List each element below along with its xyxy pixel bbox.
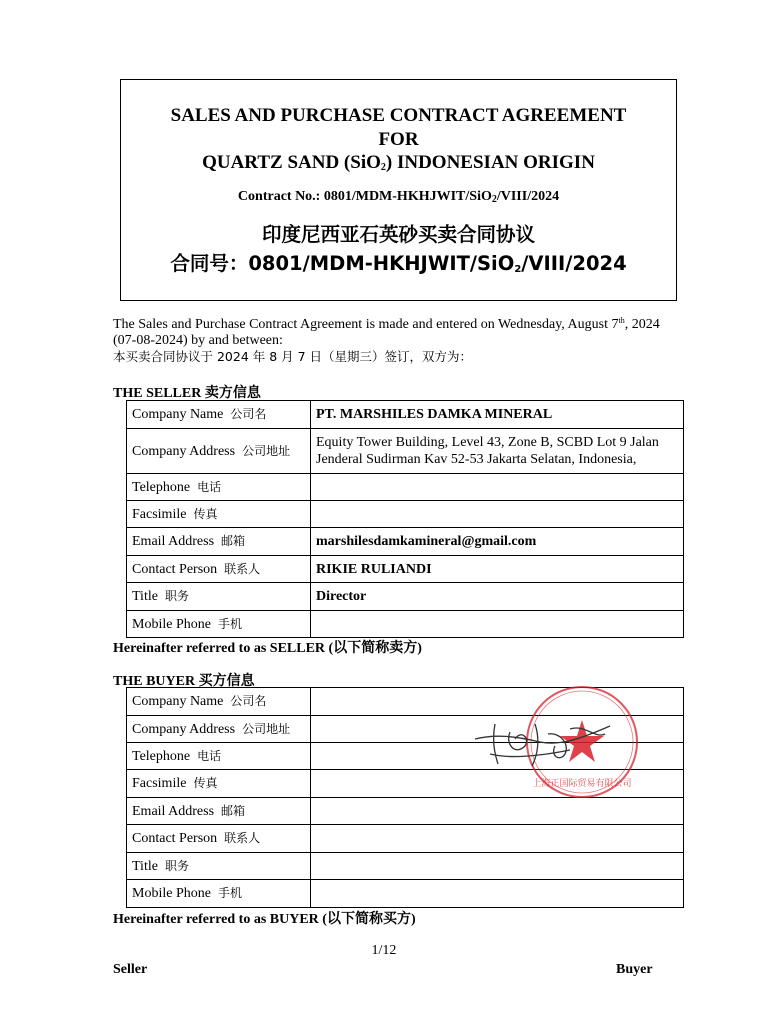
table-row: [127, 880, 684, 908]
footer-buyer-label: Buyer: [616, 962, 653, 977]
field-label: [127, 716, 311, 743]
table-row: [127, 528, 684, 556]
field-label-en: Company Name: [132, 694, 224, 709]
table-row: [127, 556, 684, 583]
contract-number-cn: 合同号：0801/MDM-HKHJWIT/SiO$_2$/VIII/2024: [170, 251, 627, 275]
field-value: [311, 474, 684, 501]
field-label: [127, 798, 311, 825]
field-label: [127, 501, 311, 528]
field-value: [311, 501, 684, 528]
field-label-cn: 职务: [164, 589, 189, 603]
field-label: [127, 474, 311, 501]
seller-table: [126, 400, 684, 638]
table-row: [127, 583, 684, 611]
field-label-cn: 传真: [193, 776, 218, 790]
field-label-cn: 联系人: [224, 831, 261, 845]
field-label-cn: 职务: [164, 858, 189, 873]
contract-subject: QUARTZ SAND (SiO$_2$) INDONESIAN ORIGIN: [202, 152, 595, 173]
contract-number: Contract No.: 0801/MDM-HKHJWIT/SiO$_2$/VIII/2024: [237, 188, 560, 205]
field-label-en: Email Address: [132, 803, 215, 819]
field-value: Director: [311, 583, 684, 611]
table-row: [127, 611, 684, 638]
field-label-en: Company Name: [132, 407, 224, 422]
field-label-en: Company Address: [132, 443, 236, 459]
table-row: [127, 853, 684, 880]
intro-text-cn: 本买卖合同协议于 2024 年 8 月 7 日（星期三）签订，双方为：: [113, 349, 473, 364]
table-row: [127, 401, 684, 429]
field-value: RIKIE RULIANDI: [311, 556, 684, 583]
contract-title-for: FOR: [378, 128, 419, 150]
field-value: [311, 853, 684, 880]
field-label-cn: 手机: [217, 886, 242, 900]
field-label-en: Telephone: [132, 748, 191, 764]
field-label-cn: 公司名: [230, 407, 267, 421]
contract-title-cn: 印度尼西亚石英砂买卖合同协议: [261, 222, 535, 246]
field-label-en: Company Address: [132, 721, 236, 737]
field-label-cn: 邮箱: [221, 803, 246, 818]
field-value: Equity Tower Building, Level 43, Zone B, SCBD Lot 9 Jalan Jenderal Sudirman Kav 52-53 Jakarta Selatan, Indonesia,: [311, 429, 684, 474]
field-label: [127, 611, 311, 638]
field-value: [311, 611, 684, 638]
field-value: marshilesdamkamineral@gmail.com: [311, 528, 684, 556]
field-label-cn: 电话: [197, 479, 222, 494]
field-label-en: Mobile Phone: [132, 616, 211, 632]
field-label-en: Contact Person: [132, 831, 218, 846]
field-label-cn: 公司地址: [242, 443, 291, 458]
contract-title-box: [120, 79, 677, 301]
field-value: [311, 825, 684, 853]
field-label-en: Facsimile: [132, 506, 187, 522]
field-label: [127, 556, 311, 583]
footer-seller-label: Seller: [113, 962, 148, 977]
field-label: [127, 770, 311, 798]
field-label: [127, 743, 311, 770]
field-label-en: Mobile Phone: [132, 886, 211, 901]
field-label-cn: 邮箱: [221, 534, 246, 548]
contract-title: SALES AND PURCHASE CONTRACT AGREEMENT: [170, 105, 627, 126]
svg-text:上海正国际贸易有限公司: 上海正国际贸易有限公司: [532, 779, 632, 789]
field-label-en: Title: [132, 589, 158, 604]
seller-heading: THE SELLER 卖方信息: [113, 386, 261, 401]
company-seal-and-signature: [470, 684, 640, 804]
field-label: [127, 825, 311, 853]
field-label-en: Telephone: [132, 479, 191, 495]
field-label: [127, 401, 311, 429]
intro-paragraph: [113, 317, 673, 365]
field-label-cn: 传真: [193, 506, 218, 521]
field-label-cn: 联系人: [224, 561, 261, 576]
table-row: [127, 501, 684, 528]
field-label: [127, 688, 311, 716]
field-value: PT. MARSHILES DAMKA MINERAL: [311, 401, 684, 429]
field-label: [127, 880, 311, 908]
field-label: [127, 583, 311, 611]
field-label-cn: 电话: [197, 748, 222, 763]
field-label-en: Email Address: [132, 534, 215, 549]
table-row: [127, 474, 684, 501]
page-number: 1/12: [371, 943, 397, 958]
buyer-ref-line: Hereinafter referred to as BUYER (以下简称买方): [113, 912, 416, 927]
field-label-cn: 手机: [217, 616, 242, 631]
field-label-en: Contact Person: [132, 561, 218, 577]
table-row: [127, 429, 684, 474]
table-row: [127, 825, 684, 853]
buyer-heading: THE BUYER 买方信息: [113, 674, 255, 689]
field-label: [127, 429, 311, 474]
field-value: [311, 880, 684, 908]
field-label: [127, 528, 311, 556]
field-label: [127, 853, 311, 880]
field-label-cn: 公司名: [230, 694, 267, 708]
field-label-en: Title: [132, 858, 158, 874]
field-label-cn: 公司地址: [242, 721, 291, 736]
field-label-en: Facsimile: [132, 776, 187, 791]
intro-text: The Sales and Purchase Contract Agreement is made and entered on Wednesday, August 7th, 2024 (07-08-2024) by and between:: [113, 316, 660, 348]
seller-ref-line: Hereinafter referred to as SELLER (以下简称卖方): [113, 641, 422, 656]
